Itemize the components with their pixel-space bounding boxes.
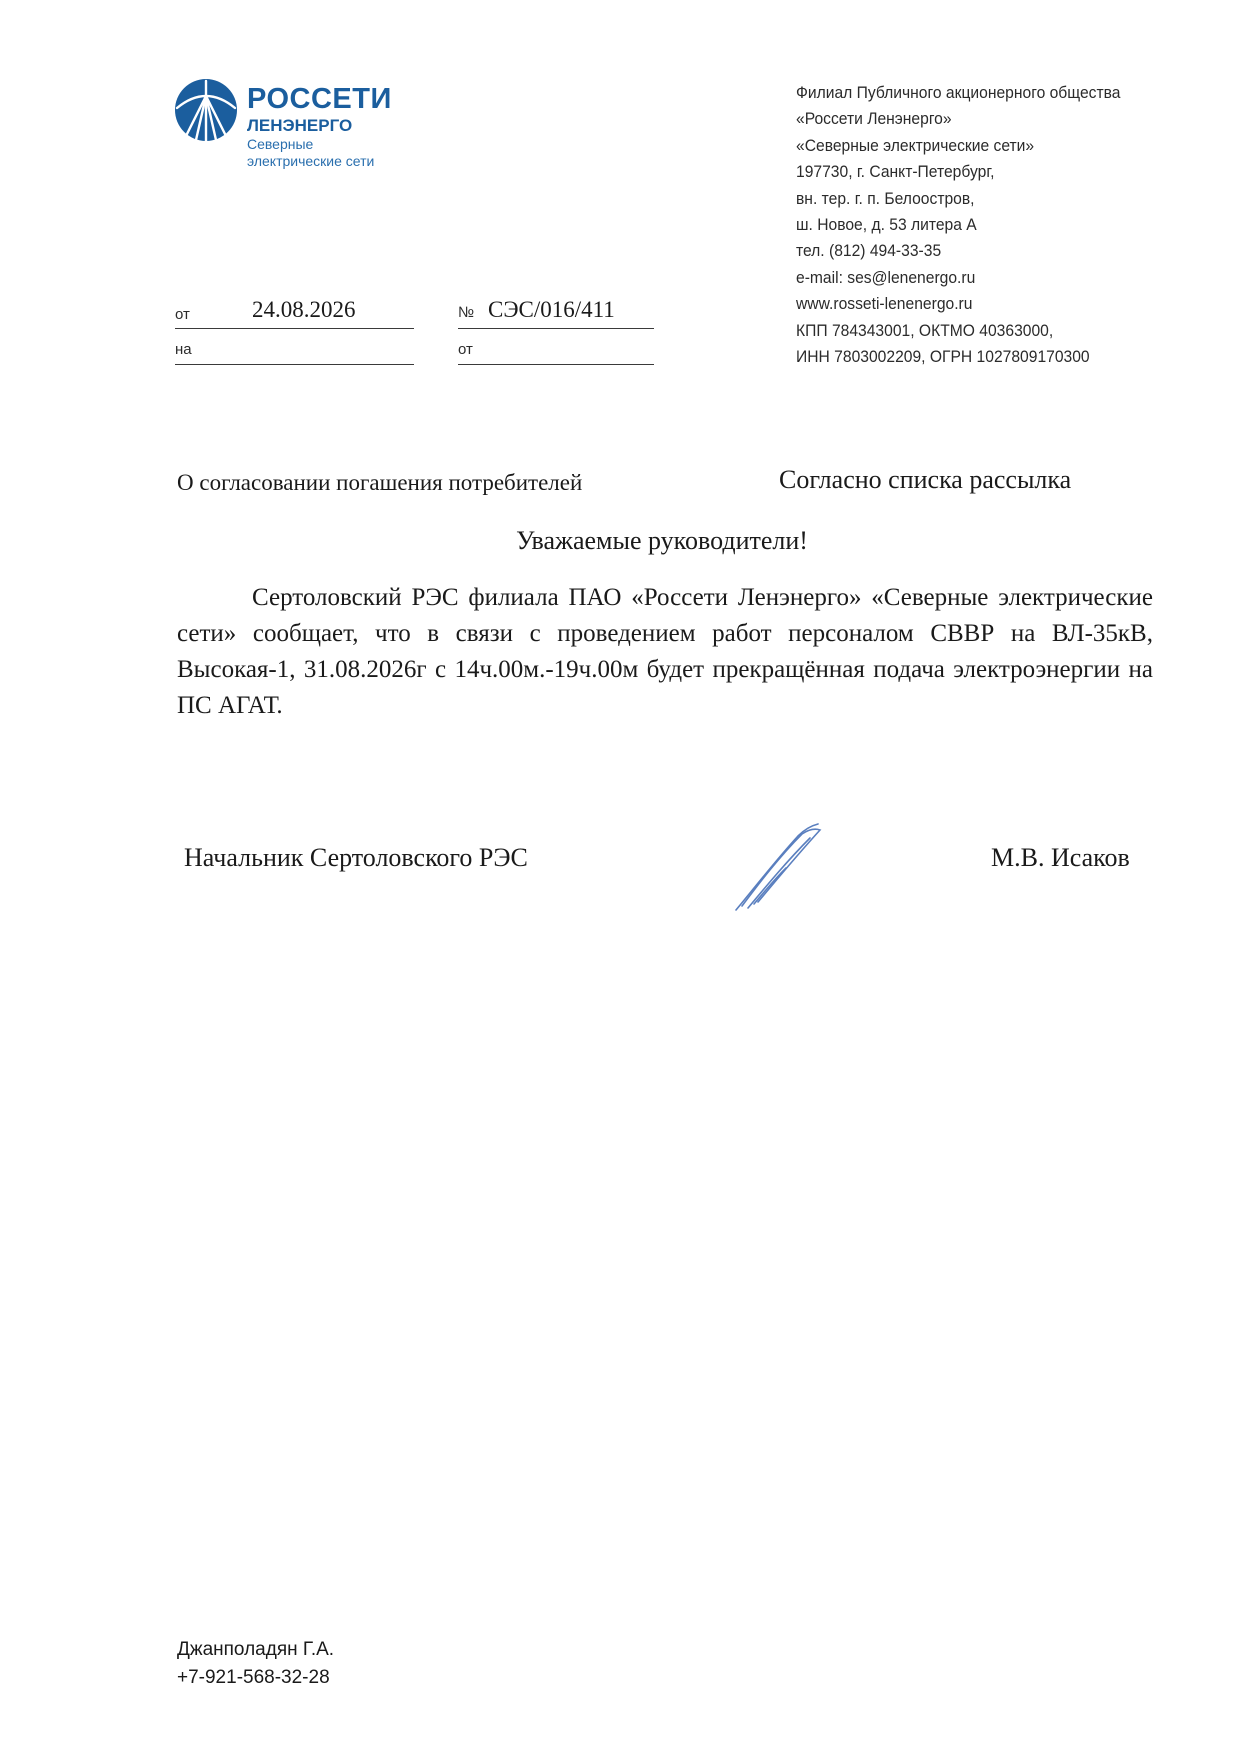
- letter-subject: О согласовании погашения потребителей: [177, 470, 583, 495]
- logo-branch-line1: Северные: [247, 136, 314, 152]
- letter-body: Сертоловский РЭС филиала ПАО «Россети Ленэнерго» «Северные электрические сети» сообщает, что в связи с проведением работ персоналом СВВР на ВЛ-35кВ, Высокая-1, 31.08.2026г с 14ч.00м.-19ч.00м будет прекращённая подача электроэнергии на ПС АГАТ.: [177, 584, 1153, 719]
- letter-recipient: Согласно списка рассылка: [779, 465, 1072, 494]
- org-line: www.rosseti-lenenergo.ru: [796, 294, 973, 314]
- executor-info: [177, 1636, 334, 1692]
- org-line: «Северные электрические сети»: [796, 135, 1035, 155]
- executor-phone: +7-921-568-32-28: [177, 1667, 330, 1688]
- org-line: «Россети Ленэнерго»: [796, 109, 952, 129]
- org-line: Филиал Публичного акционерного общества: [796, 83, 1121, 102]
- logo-branch-line2: электрические сети: [247, 153, 375, 169]
- org-line: тел. (812) 494-33-35: [796, 241, 942, 261]
- organization-details: [796, 80, 1216, 370]
- company-logo-icon: [174, 78, 238, 142]
- org-line: ш. Новое, д. 53 литера А: [796, 215, 977, 235]
- date-label: от: [175, 306, 190, 323]
- date-underline: [175, 328, 414, 329]
- number-label: №: [458, 304, 475, 321]
- reply-underline: [175, 364, 414, 365]
- org-line: вн. тер. г. п. Белоостров,: [796, 188, 975, 208]
- executor-name: Джанполадян Г.А.: [177, 1639, 335, 1660]
- logo-brand: РОССЕТИ: [247, 83, 392, 115]
- org-line: КПП 784343001, ОКТМО 40363000,: [796, 320, 1054, 340]
- company-logo-text: [247, 84, 392, 170]
- document-date: 24.08.2026: [252, 297, 356, 322]
- org-line: 197730, г. Санкт-Петербург,: [796, 162, 995, 182]
- document-number: СЭС/016/411: [488, 297, 615, 322]
- reply-label: на: [175, 341, 192, 358]
- signatory-position: Начальник Сертоловского РЭС: [184, 843, 528, 872]
- org-line: ИНН 7803002209, ОГРН 1027809170300: [796, 347, 1090, 367]
- reply-from-underline: [458, 364, 654, 365]
- number-underline: [458, 328, 654, 329]
- logo-subbrand: ЛЕНЭНЕРГО: [247, 116, 353, 135]
- org-line: e-mail: ses@lenenergo.ru: [796, 267, 976, 287]
- handwritten-signature: [728, 822, 828, 914]
- reply-from-label: от: [458, 341, 473, 358]
- salutation: Уважаемые руководители!: [516, 526, 808, 555]
- signatory-name: М.В. Исаков: [991, 843, 1130, 872]
